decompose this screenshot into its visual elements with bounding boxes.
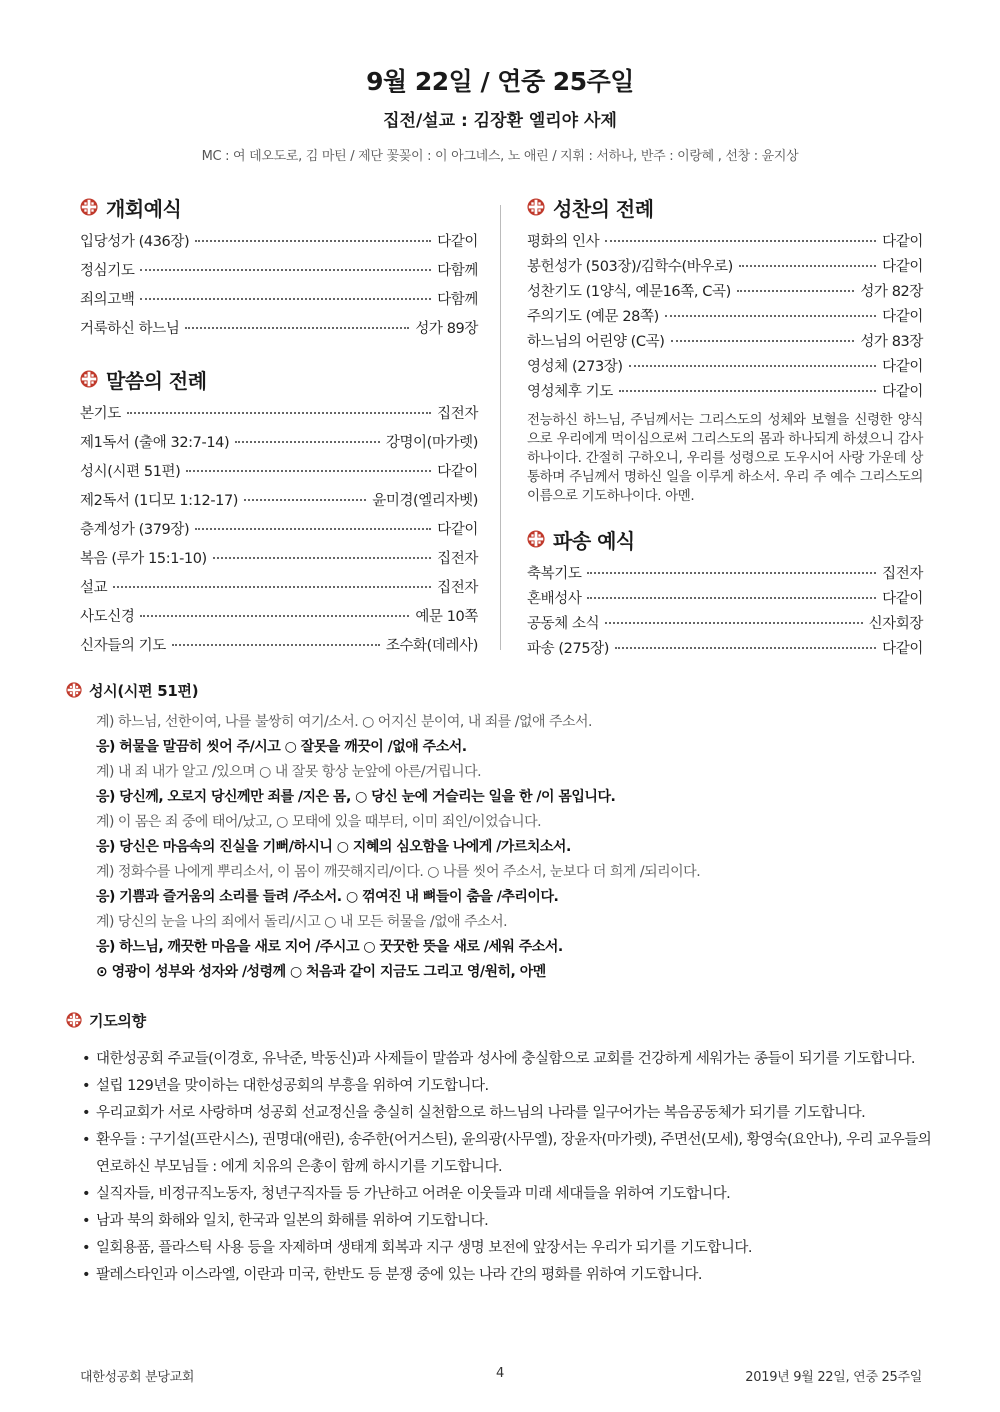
bullet: • (82, 1078, 91, 1094)
intention-text: 실직자들, 비정규직노동자, 청년구직자들 등 가난하고 어려운 이웃들과 미래 세대들을 위하여 기도합니다. (96, 1186, 731, 1202)
order-value: 다같이 (437, 234, 478, 250)
psalm-verse-leader: 계) 이 몸은 죄 중에 태어/났고, ○ 모태에 있을 때부터, 이미 죄인/이었습니다. (96, 814, 542, 830)
dot-leader (739, 265, 876, 267)
order-row (80, 576, 478, 605)
column-divider (500, 205, 501, 650)
section-header-eucharist (527, 192, 923, 222)
order-label: 본기도 (80, 406, 121, 422)
dot-leader (619, 390, 876, 392)
dot-leader (737, 290, 854, 292)
post-communion-prayer: 전능하신 하느님, 주님께서는 그리스도의 성체와 보혈을 신령한 양식으로 우리에게 먹이심으로써 그리스도의 몸과 하나되게 하셨으니 감사하나이다. 간절히 구하오니, 우리를 성령으로 도우시어 사랑 가운데 상통하며 주님께서 명하신 일을 이루게 하소서. 우리 주 예수 그리스도의 이름으로 기도하나이다. 아멘. (527, 412, 923, 504)
intention-item (82, 1073, 942, 1100)
footer-date: 2019년 9월 22일, 연중 25주일 (745, 1370, 922, 1385)
order-label: 혼배성사 (527, 591, 582, 607)
bullet: • (82, 1051, 91, 1067)
red-cross-icon (527, 530, 545, 548)
red-cross-icon (527, 198, 545, 216)
order-row (80, 259, 478, 288)
order-value: 다같이 (437, 464, 478, 480)
section-title: 파송 예식 (553, 528, 635, 553)
order-label: 설교 (80, 580, 108, 596)
dot-leader (140, 298, 431, 300)
order-label: 평화의 인사 (527, 234, 600, 250)
order-label: 신자들의 기도 (80, 638, 166, 654)
dot-leader (615, 647, 876, 649)
order-row (527, 562, 923, 587)
dot-leader (244, 499, 366, 501)
order-row (527, 280, 923, 305)
order-list-eucharist (527, 230, 923, 405)
red-cross-icon (66, 1012, 82, 1028)
bullet: • (82, 1240, 91, 1256)
order-value: 다같이 (882, 234, 923, 250)
psalm-section (66, 678, 936, 985)
section-header-dismissal (527, 524, 923, 554)
order-label: 하느님의 어린양 (C곡) (527, 334, 665, 350)
psalm-verse-leader: 계) 하느님, 선한이여, 나를 불쌍히 여기/소서. ○ 어지신 분이여, 내 죄를 /없애 주소서. (96, 714, 593, 730)
intention-item (82, 1235, 942, 1262)
dot-leader (235, 441, 380, 443)
psalm-doxology: ⊙ 영광이 성부와 성자와 /성령께 ○ 처음과 같이 지금도 그리고 영/원히, 아멘 (96, 964, 546, 980)
bullet: • (82, 1132, 91, 1148)
order-row (80, 460, 478, 489)
order-value: 성가 82장 (860, 284, 923, 300)
intention-item (82, 1181, 942, 1208)
dot-leader (195, 240, 431, 242)
order-value: 조수화(데레사) (385, 638, 478, 654)
order-label: 죄의고백 (80, 292, 135, 308)
dot-leader (605, 240, 876, 242)
intention-item (82, 1262, 942, 1289)
intention-text: 대한성공회 주교들(이경호, 유낙준, 박동신)과 사제들이 말씀과 성사에 충실함으로 교회를 건강하게 세워가는 종들이 되기를 기도합니다. (96, 1051, 915, 1067)
order-label: 복음 (루가 15:1-10) (80, 551, 207, 567)
order-row (80, 489, 478, 518)
roles-line: MC : 여 데오도로, 김 마틴 / 제단 꽃꽂이 : 이 아그네스, 노 애린 / 지휘 : 서하나, 반주 : 이랑혜 , 선창 : 윤지상 (201, 149, 799, 164)
dot-leader (127, 412, 431, 414)
intention-text: 팔레스타인과 이스라엘, 이란과 미국, 한반도 등 분쟁 중에 있는 나라 간의 평화를 위하여 기도합니다. (96, 1267, 703, 1283)
section-title: 개회예식 (106, 196, 182, 221)
footer-page-number: 4 (496, 1366, 504, 1381)
order-value: 다같이 (882, 591, 923, 607)
psalm-verse-leader: 계) 내 죄 내가 알고 /있으며 ○ 내 잘못 항상 눈앞에 아른/거립니다. (96, 764, 482, 780)
bullet: • (82, 1213, 91, 1229)
right-column (527, 192, 923, 662)
left-column (80, 192, 478, 663)
order-row (80, 634, 478, 663)
intention-item (82, 1127, 942, 1181)
dot-leader (185, 327, 409, 329)
page-subtitle: 집전/설교 : 김장환 엘리야 사제 (383, 111, 617, 131)
page-header (0, 62, 1000, 164)
intention-item (82, 1046, 942, 1073)
order-value: 다함께 (437, 292, 478, 308)
page-title: 9월 22일 / 연중 25주일 (366, 67, 634, 96)
order-row (527, 330, 923, 355)
order-value: 다같이 (882, 384, 923, 400)
order-value: 집전자 (437, 580, 478, 596)
order-row (80, 605, 478, 634)
order-value: 다함께 (437, 263, 478, 279)
red-cross-icon (80, 370, 98, 388)
intention-text: 우리교회가 서로 사랑하며 성공회 선교정신을 충실히 실천함으로 하느님의 나라를 일구어가는 복음공동체가 되기를 기도합니다. (96, 1105, 866, 1121)
order-label: 사도신경 (80, 609, 135, 625)
footer-church-name: 대한성공회 분당교회 (80, 1370, 195, 1385)
dot-leader (213, 557, 431, 559)
bullet: • (82, 1186, 91, 1202)
order-value: 성가 83장 (860, 334, 923, 350)
order-label: 파송 (275장) (527, 641, 610, 657)
order-row (80, 402, 478, 431)
psalm-header (66, 678, 936, 702)
order-value: 집전자 (437, 551, 478, 567)
intentions-title: 기도의향 (89, 1011, 146, 1030)
order-row (527, 230, 923, 255)
section-header-opening (80, 192, 478, 222)
order-value: 다같이 (882, 259, 923, 275)
prayer-intentions-section (66, 1008, 946, 1289)
intentions-header (66, 1008, 946, 1032)
dot-leader (186, 470, 431, 472)
psalm-verse-response: 응) 허물을 말끔히 씻어 주/시고 ○ 잘못을 깨끗이 /없애 주소서. (96, 739, 467, 755)
order-label: 공동체 소식 (527, 616, 600, 632)
dot-leader (587, 597, 876, 599)
order-label: 입당성가 (436장) (80, 234, 190, 250)
order-row (527, 380, 923, 405)
order-row (80, 288, 478, 317)
order-row (527, 255, 923, 280)
intention-text: 일회용품, 플라스틱 사용 등을 자제하며 생태계 회복과 지구 생명 보전에 앞장서는 우리가 되기를 기도합니다. (96, 1240, 752, 1256)
order-row (527, 305, 923, 330)
bullet: • (82, 1267, 91, 1283)
order-list-word (80, 402, 478, 663)
order-label: 제2독서 (1디모 1:12-17) (80, 493, 239, 509)
dot-leader (629, 365, 877, 367)
order-label: 주의기도 (예문 28쪽) (527, 309, 659, 325)
order-value: 예문 10쪽 (415, 609, 478, 625)
dot-leader (113, 586, 431, 588)
order-row (80, 317, 478, 346)
order-row (527, 355, 923, 380)
psalm-verse-response: 응) 하느님, 깨끗한 마음을 새로 지어 /주시고 ○ 꿋꿋한 뜻을 새로 /세워 주소서. (96, 939, 563, 955)
order-value: 다같이 (882, 641, 923, 657)
intention-text: 환우들 : 구기설(프란시스), 권명대(애린), 송주한(어거스틴), 윤의광(사무엘), 장윤자(마가렛), 주면선(모세), 황영숙(요안나), 우리 교우들의 연로하신 부모님들 : 에게 치유의 은총이 함께 하시기를 기도합니다. (96, 1132, 932, 1175)
order-row (527, 637, 923, 662)
order-label: 영성체 (273장) (527, 359, 623, 375)
order-row (80, 431, 478, 460)
order-value: 집전자 (882, 566, 923, 582)
order-value: 집전자 (437, 406, 478, 422)
order-label: 층계성가 (379장) (80, 522, 190, 538)
bullet: • (82, 1105, 91, 1121)
dot-leader (665, 315, 876, 317)
psalm-title: 성시(시편 51편) (89, 681, 199, 700)
order-label: 거룩하신 하느님 (80, 321, 180, 337)
order-value: 강명이(마가렛) (385, 435, 478, 451)
order-label: 축복기도 (527, 566, 582, 582)
order-label: 봉헌성가 (503장)/김학수(바우로) (527, 259, 733, 275)
order-value: 다같이 (882, 309, 923, 325)
section-title: 말씀의 전례 (106, 368, 207, 393)
order-row (527, 612, 923, 637)
psalm-verse-response: 응) 당신은 마음속의 진실을 기뻐/하시니 ○ 지혜의 심오함을 나에게 /가르치소서. (96, 839, 571, 855)
order-list-opening (80, 230, 478, 346)
order-value: 신자회장 (868, 616, 923, 632)
order-value: 다같이 (437, 522, 478, 538)
dot-leader (172, 644, 380, 646)
order-label: 정심기도 (80, 263, 135, 279)
dot-leader (605, 622, 862, 624)
psalm-verse-response: 응) 당신께, 오로지 당신께만 죄를 /지은 몸, ○ 당신 눈에 거슬리는 일을 한 /이 몸입니다. (96, 789, 616, 805)
order-label: 영성체후 기도 (527, 384, 613, 400)
order-row (527, 587, 923, 612)
order-row (80, 518, 478, 547)
intentions-list (82, 1046, 942, 1289)
section-header-word (80, 364, 478, 394)
dot-leader (587, 572, 876, 574)
dot-leader (140, 269, 431, 271)
psalm-verse-leader: 계) 정화수를 나에게 뿌리소서, 이 몸이 깨끗해지리/이다. ○ 나를 씻어 주소서, 눈보다 더 희게 /되리이다. (96, 864, 701, 880)
dot-leader (195, 528, 431, 530)
intention-text: 남과 북의 화해와 일치, 한국과 일본의 화해를 위하여 기도합니다. (96, 1213, 489, 1229)
intention-item (82, 1100, 942, 1127)
order-value: 윤미경(엘리자벳) (372, 493, 478, 509)
red-cross-icon (66, 682, 82, 698)
dot-leader (671, 340, 855, 342)
intention-text: 설립 129년을 맞이하는 대한성공회의 부흥을 위하여 기도합니다. (96, 1078, 489, 1094)
intention-item (82, 1208, 942, 1235)
order-label: 성찬기도 (1양식, 예문16쪽, C곡) (527, 284, 731, 300)
psalm-lines (96, 710, 936, 985)
red-cross-icon (80, 198, 98, 216)
order-value: 다같이 (882, 359, 923, 375)
order-row (80, 230, 478, 259)
dot-leader (140, 615, 409, 617)
order-list-dismissal (527, 562, 923, 662)
psalm-verse-response: 응) 기쁨과 즐거움의 소리를 들려 /주소서. ○ 꺾여진 내 뼈들이 춤을 /추리이다. (96, 889, 559, 905)
order-label: 성시(시편 51편) (80, 464, 181, 480)
section-title: 성찬의 전례 (553, 196, 654, 221)
order-value: 성가 89장 (415, 321, 478, 337)
order-label: 제1독서 (출애 32:7-14) (80, 435, 230, 451)
psalm-verse-leader: 계) 당신의 눈을 나의 죄에서 돌리/시고 ○ 내 모든 허물을 /없애 주소서. (96, 914, 508, 930)
order-row (80, 547, 478, 576)
